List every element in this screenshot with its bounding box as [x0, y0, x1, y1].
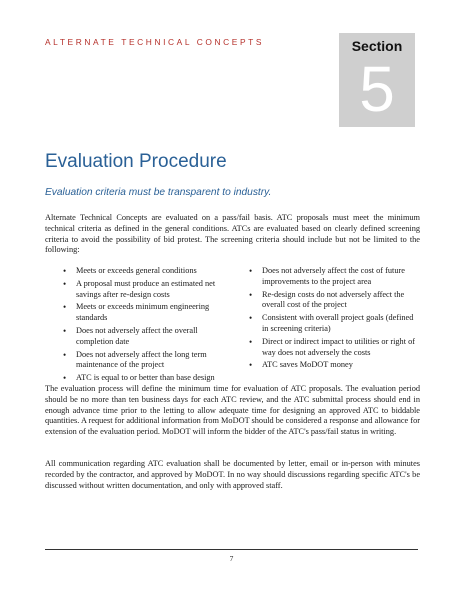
page-number: 7	[229, 554, 234, 563]
list-item: • Re-design costs do not adversely affect the overall cost of the project	[246, 290, 421, 312]
section-number: 5	[359, 53, 395, 125]
list-item: • ATC saves MoDOT money	[246, 360, 421, 371]
list-item: • Consistent with overall project goals (defined in screening criteria)	[246, 313, 421, 335]
criteria-list-right	[246, 266, 421, 373]
list-item: • Meets or exceeds minimum engineering standards	[60, 302, 230, 324]
communication-paragraph: All communication regarding ATC evaluation shall be documented by letter, email or in-person with minutes recorded by the contractor, and approved by MoDOT. In no way should discussions regarding specific ATC's be discussed without written documentation, and only with approved staff.	[45, 459, 420, 490]
footer-divider	[45, 549, 418, 550]
running-header-title: ALTERNATE TECHNICAL CONCEPTS	[45, 37, 265, 47]
list-item: • Does not adversely affect the overall completion date	[60, 326, 230, 348]
criteria-list-left	[60, 266, 230, 386]
section-badge	[339, 33, 415, 127]
page-title: Evaluation Procedure	[45, 151, 227, 172]
intro-paragraph: Alternate Technical Concepts are evaluated on a pass/fail basis. ATC proposals must meet the minimum technical criteria as defined in the general conditions. ATCs are evaluated based on clearly defined screening criteria to avoid the possibility of bid protest. The screening criteria should include but not be limited to the following:	[45, 213, 420, 255]
list-item: • Does not adversely affect the cost of future improvements to the project area	[246, 266, 421, 288]
list-item: • ATC is equal to or better than base design	[60, 373, 230, 384]
evaluation-process-paragraph: The evaluation process will define the minimum time for evaluation of ATC proposals. The evaluation period should be no more than ten business days for each ATC review, and the ATC submittal process should end in enough advance time prior to the letting to allow adequate time for designing an approved ATC to biddable quantities. A request for additional information from MoDOT should be considered a response and allowance for extension of the evaluation period. MoDOT will inform the bidder of the ATC's pass/fail status in writing.	[45, 384, 420, 437]
list-item: • Meets or exceeds general conditions	[60, 266, 230, 277]
list-item: • A proposal must produce an estimated net savings after re-design costs	[60, 279, 230, 301]
page-subtitle: Evaluation criteria must be transparent to industry.	[45, 187, 272, 198]
section-label: Section	[351, 38, 403, 54]
list-item: • Direct or indirect impact to utilities or right of way does not adversely the costs	[246, 337, 421, 359]
list-item: • Does not adversely affect the long term maintenance of the project	[60, 350, 230, 372]
